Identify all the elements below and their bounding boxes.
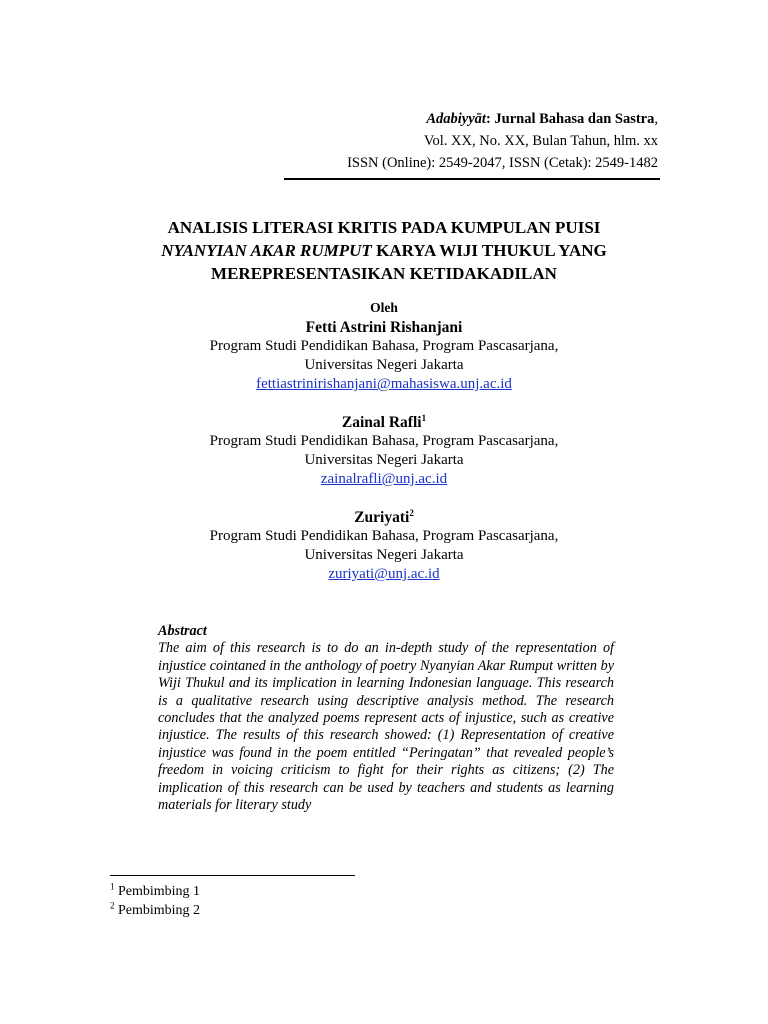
author-email-link[interactable]: zainalrafli@unj.ac.id	[320, 471, 448, 487]
author-affiliation-line2: Universitas Negeri Jakarta	[304, 357, 464, 373]
footnote-text: Pembimbing 2	[114, 903, 201, 918]
author-email-link[interactable]: fettiastrinirishanjani@mahasiswa.unj.ac.id	[256, 376, 512, 392]
footnote-1	[110, 882, 200, 901]
footnote-rule	[110, 875, 355, 876]
author-affiliation-line1: Program Studi Pendidikan Bahasa, Program Pascasarjana,	[209, 433, 559, 449]
footnote-mark: 1	[110, 881, 115, 892]
author-block-2	[0, 413, 768, 489]
journal-name-comma: ,	[654, 111, 658, 127]
footnote-marker: 1	[421, 412, 427, 423]
journal-name-rest: : Jurnal Bahasa dan Sastra	[485, 111, 655, 127]
journal-issn: ISSN (Online): 2549-2047, ISSN (Cetak): 2549-1482	[347, 155, 658, 171]
byline: Oleh	[370, 300, 398, 315]
author-block-3	[0, 508, 768, 584]
paper-title	[0, 216, 768, 285]
title-line-1: ANALISIS LITERASI KRITIS PADA KUMPULAN PUISI	[167, 218, 601, 237]
author-name: Zainal Rafli$^1$	[341, 412, 427, 431]
author-affiliation-line2: Universitas Negeri Jakarta	[304, 452, 464, 468]
abstract	[158, 623, 614, 814]
footnote-mark: 2	[110, 900, 115, 911]
author-name: Zuriyati$^2$	[354, 507, 414, 526]
author-email-link[interactable]: zuriyati@unj.ac.id	[328, 566, 440, 582]
title-italic-part: NYANYIAN AKAR RUMPUT	[161, 241, 372, 260]
title-line-2	[0, 239, 768, 262]
footnotes	[110, 882, 200, 920]
footnote-marker: 2	[409, 507, 414, 518]
footnote-2	[110, 901, 200, 920]
author-affiliation-line1: Program Studi Pendidikan Bahasa, Program Pascasarjana,	[209, 338, 559, 354]
journal-volume: Vol. XX, No. XX, Bulan Tahun, hlm. xx	[423, 133, 658, 149]
header-rule	[284, 178, 660, 180]
journal-name-italic: Adabiyyāt	[426, 111, 486, 127]
abstract-heading: Abstract	[158, 623, 207, 639]
author-block-1	[0, 318, 768, 394]
journal-name	[347, 108, 658, 130]
author-affiliation-line1: Program Studi Pendidikan Bahasa, Program Pascasarjana,	[209, 528, 559, 544]
journal-header	[347, 108, 658, 174]
abstract-text: The aim of this research is to do an in-depth study of the representation of injustice cointaned in the anthology of poetry Nyanyian Akar Rumput written by Wiji Thukul and its implication in learning Indonesian language. This research is a qualitative research using descriptive analysis method. The research concludes that the analyzed poems represent acts of injustice, such as creative injustice. The results of this research showed: (1) Representation of creative injustice was found in the poem entitled “Peringatan” that revealed people’s freedom in voicing criticism to fight for their rights as citizens; (2) The implication of this research can be used by teachers and students as learning materials for literary study	[158, 640, 614, 814]
footnote-text: Pembimbing 1	[114, 884, 201, 899]
title-line-3: MEREPRESENTASIKAN KETIDAKADILAN	[211, 264, 557, 283]
author-affiliation-line2: Universitas Negeri Jakarta	[304, 547, 464, 563]
title-line-2-rest: KARYA WIJI THUKUL YANG	[371, 241, 607, 260]
author-name: Fetti Astrini Rishanjani	[305, 319, 463, 336]
